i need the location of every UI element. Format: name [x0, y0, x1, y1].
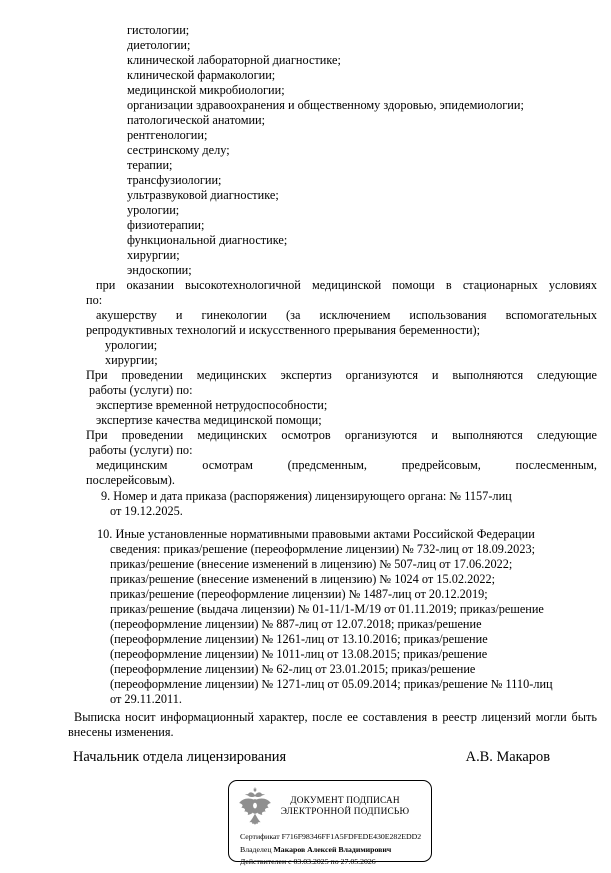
text-line: ультразвуковой диагностике; — [127, 188, 279, 202]
text-line: (переоформление лицензии) № 62-лиц от 23.01.2015; приказ/решение — [110, 662, 476, 676]
text-line: трансфузиологии; — [127, 173, 222, 187]
text-line: послерейсовым). — [86, 473, 175, 487]
stamp-details — [240, 831, 422, 869]
text-line: клинической лабораторной диагностике; — [127, 53, 341, 67]
text-line: приказ/решение (выдача лицензии) № 01-11/1-М/19 от 01.11.2019; приказ/решение — [110, 602, 544, 616]
text-line: акушерству и гинекологии (за исключением использования вспомогательных — [96, 308, 597, 322]
text-line: При проведении медицинских экспертиз организуются и выполняются следующие — [86, 368, 597, 382]
signatory-name: А.В. Макаров — [465, 749, 550, 765]
certificate-value: F716F98346FF1A5FDFEDE430E282EDD2 — [281, 832, 422, 841]
text-line: (переоформление лицензии) № 1271-лиц от 05.09.2014; приказ/решение № 1110-лиц — [110, 677, 553, 691]
text-line: приказ/решение (внесение изменений в лицензию) № 507-лиц от 17.06.2022; — [110, 557, 513, 571]
text-line: от 19.12.2025. — [110, 504, 183, 518]
text-line: урологии; — [127, 203, 180, 217]
text-line: (переоформление лицензии) № 887-лиц от 12.07.2018; приказ/решение — [110, 617, 482, 631]
text-line: При проведении медицинских осмотров организуются и выполняются следующие — [86, 428, 597, 442]
text-line: (переоформление лицензии) № 1011-лиц от 13.08.2015; приказ/решение — [110, 647, 488, 661]
coat-of-arms-icon — [238, 786, 272, 828]
text-line: по: — [86, 293, 103, 307]
stamp-title — [272, 796, 422, 819]
text-line: сведения: приказ/решение (переоформление лицензии) № 732-лиц от 18.09.2023; — [110, 542, 536, 556]
stamp-title-line2: ЭЛЕКТРОННОЙ ПОДПИСЬЮ — [280, 807, 410, 817]
text-line: диетологии; — [127, 38, 191, 52]
text-line: приказ/решение (переоформление лицензии) № 1487-лиц от 20.12.2019; — [110, 587, 488, 601]
text-line: 9. Номер и дата приказа (распоряжения) лицензирующего органа: № 1157-лиц — [101, 489, 512, 503]
text-line: (переоформление лицензии) № 1261-лиц от 13.10.2016; приказ/решение — [110, 632, 488, 646]
text-line: медицинским осмотрам (предсменным, предрейсовым, послесменным, — [96, 458, 597, 472]
text-line: эндоскопии; — [127, 263, 192, 277]
text-line: работы (услуги) по: — [89, 443, 193, 457]
text-line: экспертизе качества медицинской помощи; — [96, 413, 322, 427]
signatory-title: Начальник отдела лицензирования — [73, 749, 287, 765]
electronic-signature-stamp — [228, 780, 432, 866]
text-line: приказ/решение (внесение изменений в лицензию) № 1024 от 15.02.2022; — [110, 572, 496, 586]
text-line: хирургии; — [127, 248, 180, 262]
stamp-header — [238, 786, 422, 828]
text-line: репродуктивных технологий и искусственного прерывания беременности); — [86, 323, 481, 337]
stamp-owner-line: Владелец Макаров Алексей Владимирович — [240, 844, 392, 854]
stamp-validity-line: Действителен с 03.03.2025 по 27.05.2026 — [240, 857, 376, 866]
text-line: внесены изменения. — [68, 725, 174, 739]
stamp-title-line1: ДОКУМЕНТ ПОДПИСАН — [290, 795, 400, 806]
text-line: организации здравоохранения и общественному здоровью, эпидемиологии; — [127, 98, 524, 112]
text-line: при оказании высокотехнологичной медицинской помощи в стационарных условиях — [96, 278, 597, 292]
text-line: 10. Иные установленные нормативными правовыми актами Российской Федерации — [97, 527, 535, 541]
owner-name: Макаров Алексей Владимирович — [273, 844, 392, 854]
text-line: физиотерапии; — [127, 218, 205, 232]
text-line: хирургии; — [105, 353, 158, 367]
signature-row — [73, 748, 550, 766]
text-line: от 29.11.2011. — [110, 692, 182, 706]
text-line: гистологии; — [127, 23, 190, 37]
text-line: функциональной диагностике; — [127, 233, 288, 247]
text-line: работы (услуги) по: — [89, 383, 193, 397]
text-line: терапии; — [127, 158, 173, 172]
text-line: медицинской микробиологии; — [127, 83, 285, 97]
stamp-certificate-line: Сертификат F716F98346FF1A5FDFEDE430E282EDD2 — [240, 832, 422, 841]
text-line: урологии; — [105, 338, 158, 352]
text-line: рентгенологии; — [127, 128, 208, 142]
text-line: экспертизе временной нетрудоспособности; — [96, 398, 328, 412]
text-line: патологической анатомии; — [127, 113, 266, 127]
text-line: сестринскому делу; — [127, 143, 230, 157]
text-line: клинической фармакологии; — [127, 68, 276, 82]
text-lines-container — [0, 23, 611, 740]
text-line: Выписка носит информационный характер, после ее составления в реестр лицензий могли быть — [74, 710, 597, 724]
